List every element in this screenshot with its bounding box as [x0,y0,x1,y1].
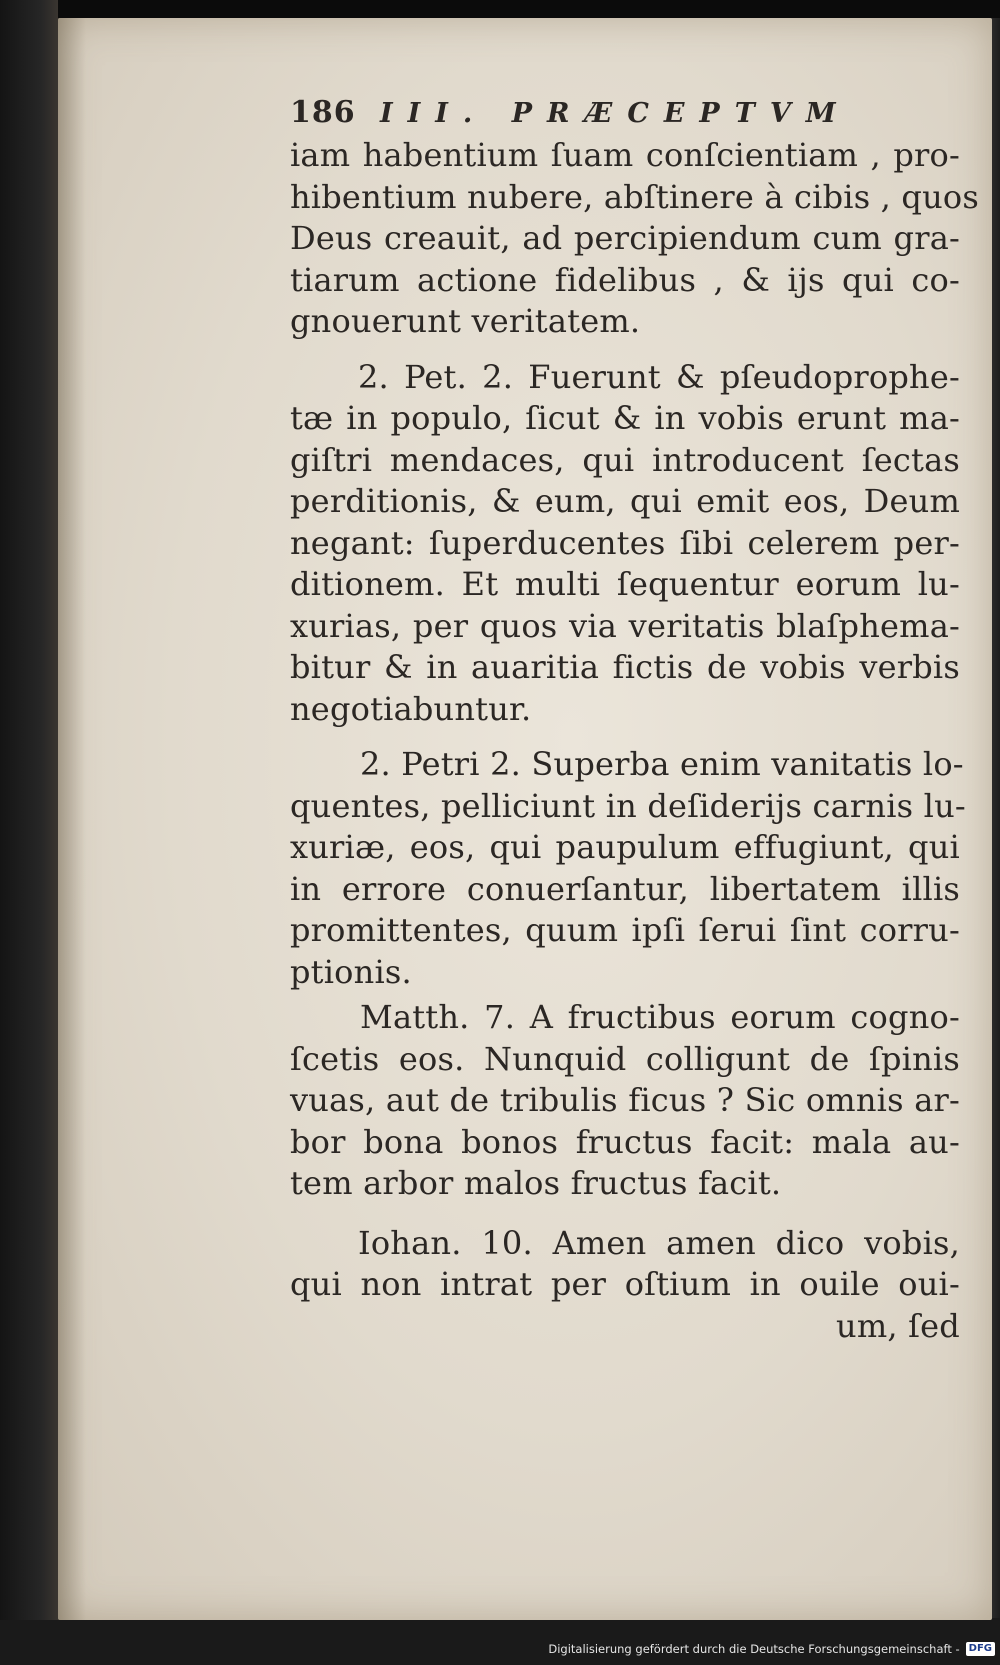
text-line: tem arbor malos fructus facit. [290,1164,782,1202]
text-line: gnouerunt veritatem. [290,302,641,340]
credit-text: Digitalisierung gefördert durch die Deutsche Forschungsgemeinschaft - [548,1642,960,1656]
page-text-block [290,95,980,1347]
text-line: negant: ſuperducentes ſibi celerem per- [290,523,960,562]
catchword: um, ſed [836,1306,960,1345]
text-line: negotiabuntur. [290,689,532,728]
book-cover-edge [0,0,58,1620]
paragraph [290,997,960,1205]
text-line: ſcetis eos. Nunquid colligunt de ſpinis [290,1039,960,1078]
text-line: quentes, pelliciunt in deſiderijs carnis lu- [290,786,966,825]
text-line: bitur & in auaritia fictis de vobis verbis [290,648,960,686]
text-line: xurias, per quos via veritatis blaſphema- [290,606,960,645]
text-line: in errore conuerſantur, libertatem illis [290,869,960,908]
text-line: perditionis, & eum, qui emit eos, Deum [290,482,960,520]
text-line: xuriæ, eos, qui paupulum effugiunt, qui [290,828,960,866]
text-line: tiarum actione fidelibus , & ijs qui co- [290,260,960,299]
text-line: 2. Pet. 2. Fuerunt & pſeudoprophe- [358,357,960,396]
text-line: giſtri mendaces, qui introducent ſectas [290,440,960,479]
scan-top-edge [58,0,1000,18]
text-line: bor bona bonos fructus facit: mala au- [290,1122,960,1161]
page-number: 186 [290,95,356,130]
text-line: hibentium nubere, abſtinere à cibis , quos [290,177,980,216]
text-line: Deus creauit, ad percipiendum cum gra- [290,219,960,257]
paragraph [290,744,966,993]
paragraph [290,1223,960,1306]
digitization-credit [548,1638,995,1660]
running-head-title: III. PRÆCEPTVM [380,98,851,129]
text-line: ptionis. [290,952,412,991]
text-line: ditionem. Et multi ſequentur eorum lu- [290,565,960,603]
gutter-shadow [58,18,86,1620]
text-line: 2. Petri 2. Superba enim vanitatis lo- [360,745,964,783]
text-line: tæ in populo, ſicut & in vobis erunt ma- [290,399,960,437]
dfg-logo-icon: DFG [966,1642,995,1656]
text-line: qui non intrat per oſtium in ouile oui- [290,1265,960,1303]
text-line: Matth. 7. A fructibus eorum cogno- [360,998,960,1036]
running-head [290,95,960,135]
text-line: iam habentium ſuam conſcientiam , pro- [290,136,960,174]
paragraph [290,357,960,731]
paragraph [290,135,980,343]
text-line: vuas, aut de tribulis ficus ? Sic omnis ar- [290,1081,960,1119]
text-line: promittentes, quum ipſi ſerui ſint corru- [290,911,960,949]
text-line: Iohan. 10. Amen amen dico vobis, [358,1223,960,1262]
